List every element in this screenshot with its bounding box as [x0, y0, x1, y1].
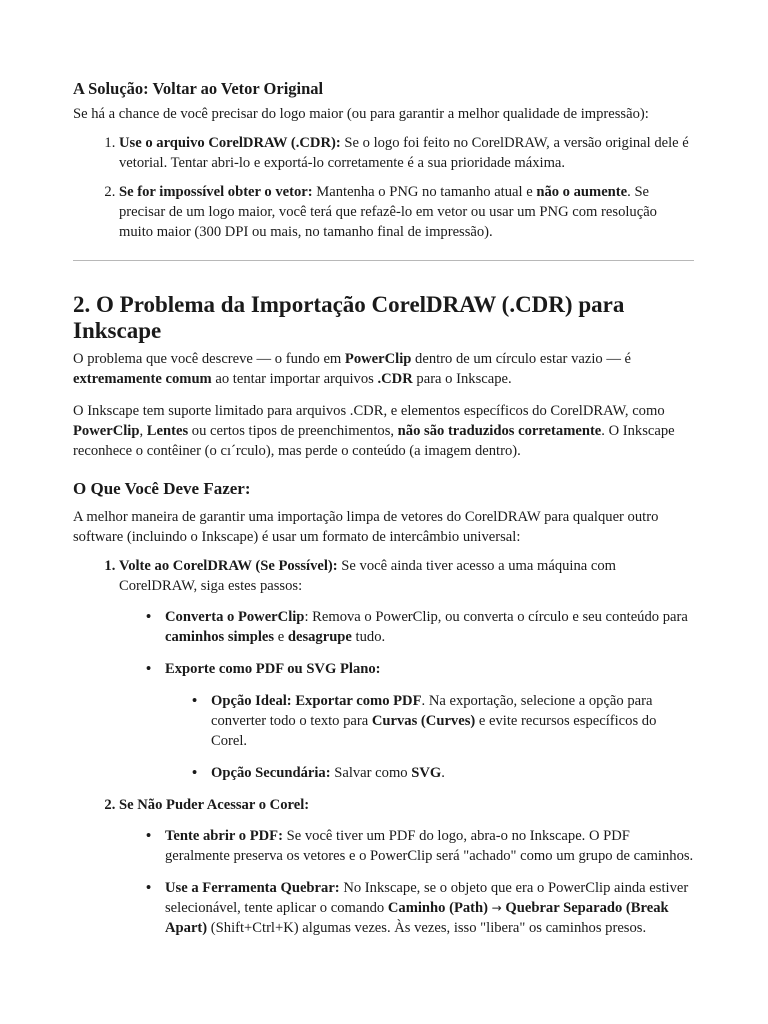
text: : Remova o PowerClip, ou converta o círculo e seu conteúdo para [304, 609, 688, 625]
list-item-bold: Use o arquivo CorelDRAW (.CDR): [119, 135, 341, 151]
list-item [119, 795, 694, 938]
bold-text: Caminho (Path) [387, 900, 489, 916]
list-item-text: Mantenha o PNG no tamanho atual e [312, 184, 537, 200]
text: . O Inkscape reconhece o contêiner (o cı´rculo), mas perde o conteúdo (a imagem dentro). [73, 423, 675, 459]
section-divider [73, 260, 694, 261]
solution-intro: Se há a chance de você precisar do logo maior (ou para garantir a melhor qualidade de impressão): [73, 106, 649, 122]
text: (Shift+Ctrl+K) algumas vezes. Às vezes, isso "libera" os caminhos presos. [207, 920, 647, 936]
text: O Inkscape tem suporte limitado para arquivos .CDR, e elementos específicos do CorelDRAW, como [73, 403, 665, 419]
text: O problema que você descreve — o fundo em [73, 351, 345, 367]
export-options [165, 691, 694, 783]
what-to-do-heading: O Que Você Deve Fazer: [73, 479, 251, 498]
text: . Na exportação, selecione a opção para converter todo o texto para [211, 693, 653, 729]
bullet-item [165, 878, 694, 938]
solution-list [73, 133, 694, 242]
bold-text: Quebrar Separado (Break Apart) [165, 900, 669, 936]
text: dentro de um círculo estar vazio — é [411, 351, 632, 367]
list-item-text: . Se precisar de um logo maior, você terá que refazê-lo em vetor ou usar um PNG com resolução muito maior (300 DPI ou mais, no tamanho final de impressão). [119, 184, 657, 240]
text: , [139, 423, 147, 439]
bold-text: Opção Ideal: Exportar como PDF [211, 693, 422, 709]
bold-text: extremamente comum [73, 371, 212, 387]
steps-list [73, 556, 694, 938]
bold-text: PowerClip [73, 423, 140, 439]
bold-text: Converta o PowerClip [165, 609, 305, 625]
bold-text: desagrupe [287, 629, 352, 645]
list-item [119, 133, 694, 173]
bullet-item [165, 826, 694, 866]
step-title: Volte ao CorelDRAW (Se Possível): [119, 558, 338, 574]
step-title: Se Não Puder Acessar o Corel: [119, 797, 310, 813]
paragraph [73, 401, 694, 461]
text: para o Inkscape. [412, 371, 512, 387]
step2-bullets [119, 826, 694, 938]
bold-text: Opção Secundária: [211, 765, 331, 781]
bullet-item [165, 607, 694, 647]
bold-text: Curvas (Curves) [371, 713, 476, 729]
bold-text: Lentes [146, 423, 189, 439]
text: . [441, 765, 445, 781]
what-to-do-intro: A melhor maneira de garantir uma importação limpa de vetores do CorelDRAW para qualquer outro software (incluindo o Inkscape) é usar um formato de intercâmbio universal: [73, 509, 659, 545]
bullet-item [165, 659, 694, 783]
text: No Inkscape, se o objeto que era o PowerClip ainda estiver selecionável, tente aplicar o comando [165, 880, 689, 916]
paragraph [73, 349, 694, 389]
bold-text: Exporte como PDF ou SVG Plano: [165, 661, 381, 677]
arrow-right-icon: → [491, 901, 502, 915]
section-two-heading: 2. O Problema da Importação CorelDRAW (.CDR) para Inkscape [73, 292, 625, 343]
bold-text: .CDR [377, 371, 413, 387]
bullet-item [211, 763, 694, 783]
solution-heading: A Solução: Voltar ao Vetor Original [73, 79, 324, 98]
text: Se você tiver um PDF do logo, abra-o no Inkscape. O PDF geralmente preserva os vetores e o PowerClip será "achado" como um grupo de caminhos. [165, 828, 694, 864]
step1-bullets [119, 607, 694, 783]
step-text: Se você ainda tiver acesso a uma máquina com CorelDRAW, siga estes passos: [119, 558, 617, 594]
list-item-bold: Se for impossível obter o vetor: [119, 184, 313, 200]
list-item [119, 556, 694, 783]
bold-text: Tente abrir o PDF: [165, 828, 283, 844]
text: e [274, 629, 288, 645]
text: tudo. [351, 629, 386, 645]
bold-text: não são traduzidos corretamente [397, 423, 602, 439]
text: ou certos tipos de preenchimentos, [188, 423, 398, 439]
bold-text: caminhos simples [165, 629, 275, 645]
list-item-text: Se o logo foi feito no CorelDRAW, a versão original dele é vetorial. Tentar abri-lo e exportá-lo corretamente é a sua prioridade máxima. [119, 135, 689, 171]
bold-text: SVG [411, 765, 442, 781]
list-item-bold: não o aumente [536, 184, 628, 200]
bullet-item [211, 691, 694, 751]
text: ao tentar importar arquivos [211, 371, 378, 387]
bold-text: PowerClip [344, 351, 412, 367]
list-item [119, 182, 694, 242]
bold-text: Use a Ferramenta Quebrar: [165, 880, 340, 896]
text: e evite recursos específicos do Corel. [211, 713, 657, 749]
text: Salvar como [330, 765, 412, 781]
